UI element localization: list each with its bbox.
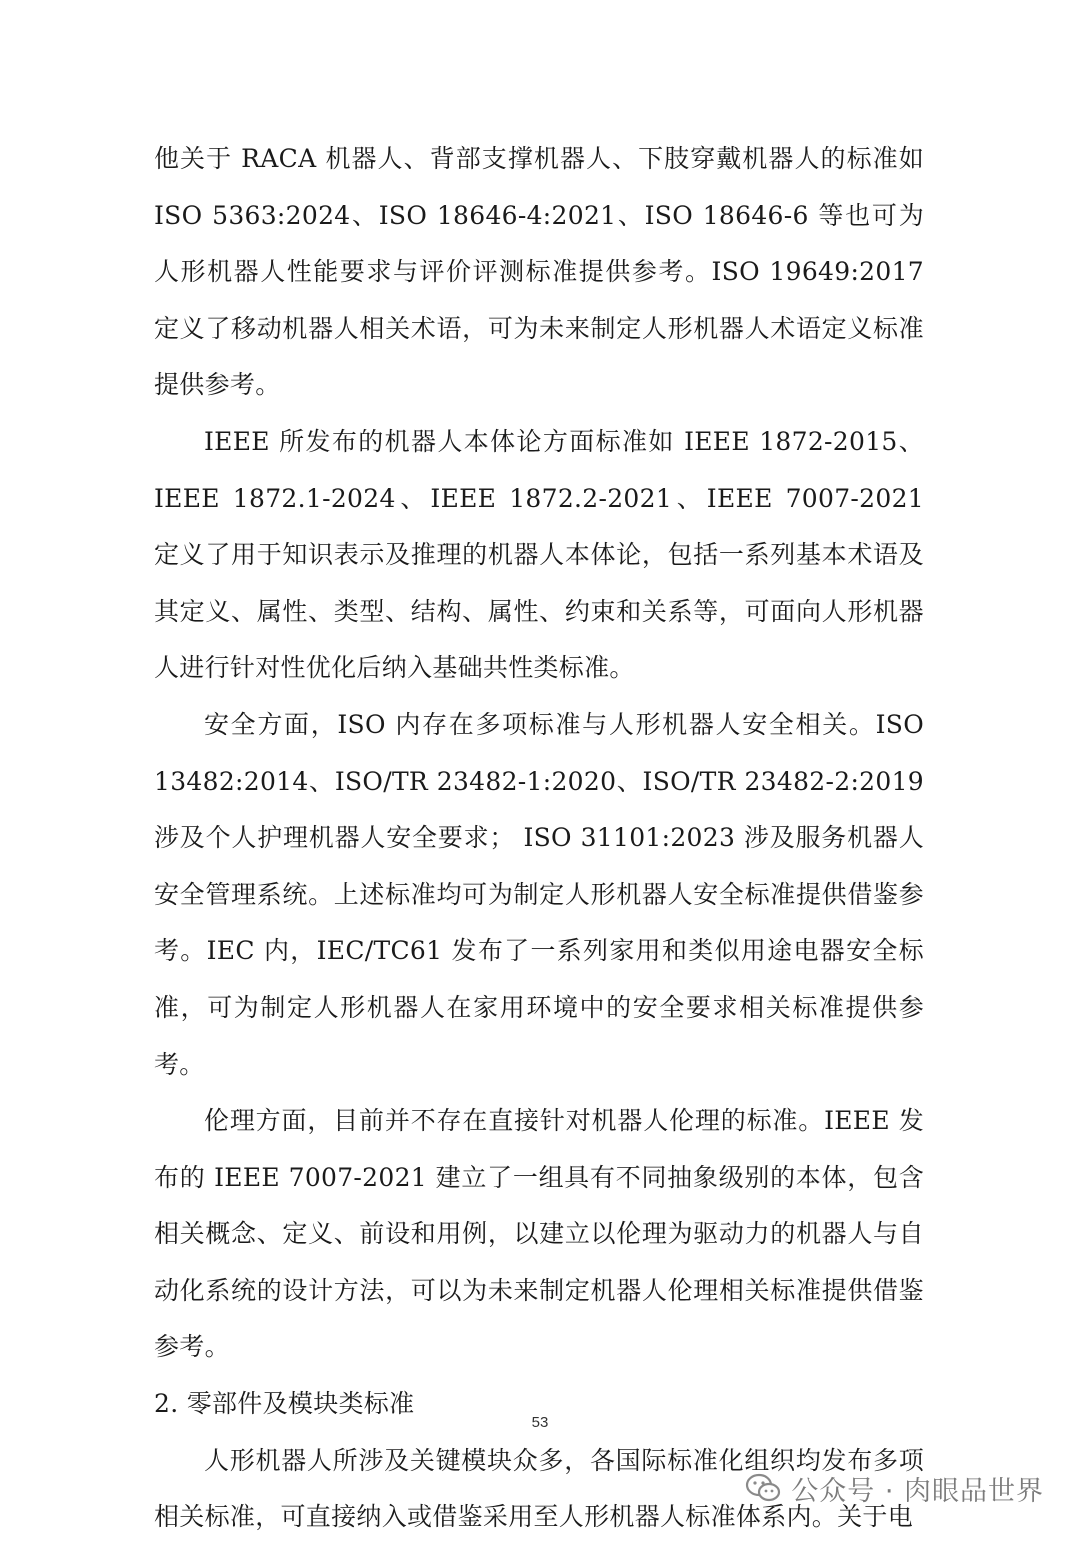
paragraph-4: 伦理方面，目前并不存在直接针对机器人伦理的标准。IEEE 发布的 IEEE 7007-2021 建立了一组具有不同抽象级别的本体，包含相关概念、定义、前设和用例，以建立以伦理为驱动力的机器人与自动化系统的设计方法，可以为未来制定机器人伦理相关标准提供借鉴参考。 [154,1106,924,1362]
section-heading: 2. 零部件及模块类标准 [154,1389,415,1419]
page-number: 53 [531,1414,549,1431]
document-body [154,131,924,1546]
paragraph-3: 安全方面，ISO 内存在多项标准与人形机器人安全相关。ISO 13482:2014、ISO/TR 23482-1:2020、ISO/TR 23482-2:2019 涉及个人护理机器人安全要求； ISO 31101:2023 涉及服务机器人安全管理系统。上述标准均可为制定人形机器人安全标准提供借鉴参考。IEC 内，IEC/TC61 发布了一系列家用和类似用途电器安全标准，可为制定人形机器人在家用环境中的安全要求相关标准提供参考。 [154,709,924,1079]
paragraph-1: 他关于 RACA 机器人、背部支撑机器人、下肢穿戴机器人的标准如 ISO 5363:2024、ISO 18646-4:2021、ISO 18646-6 等也可为人形机器人性能要求与评价评测标准提供参考。ISO 19649:2017 定义了移动机器人相关术语，可为未来制定人形机器人术语定义标准提供参考。 [154,144,924,400]
paragraph-2: IEEE 所发布的机器人本体论方面标准如 IEEE 1872-2015、IEEE 1872.1-2024、IEEE 1872.2-2021、IEEE 7007-2021 定义了用于知识表示及推理的机器人本体论，包括一系列基本术语及其定义、属性、类型、结构、属性、约束和关系等，可面向人形机器人进行针对性优化后纳入基础共性类标准。 [154,426,924,683]
wechat-icon [745,1472,781,1504]
paragraph-5: 人形机器人所涉及关键模块众多，各国际标准化组织均发布多项相关标准，可直接纳入或借鉴采用至人形机器人标准体系内。关于电 [154,1445,924,1532]
watermark-text: 公众号 · 肉眼品世界 [791,1475,1044,1507]
watermark [745,1468,1044,1508]
